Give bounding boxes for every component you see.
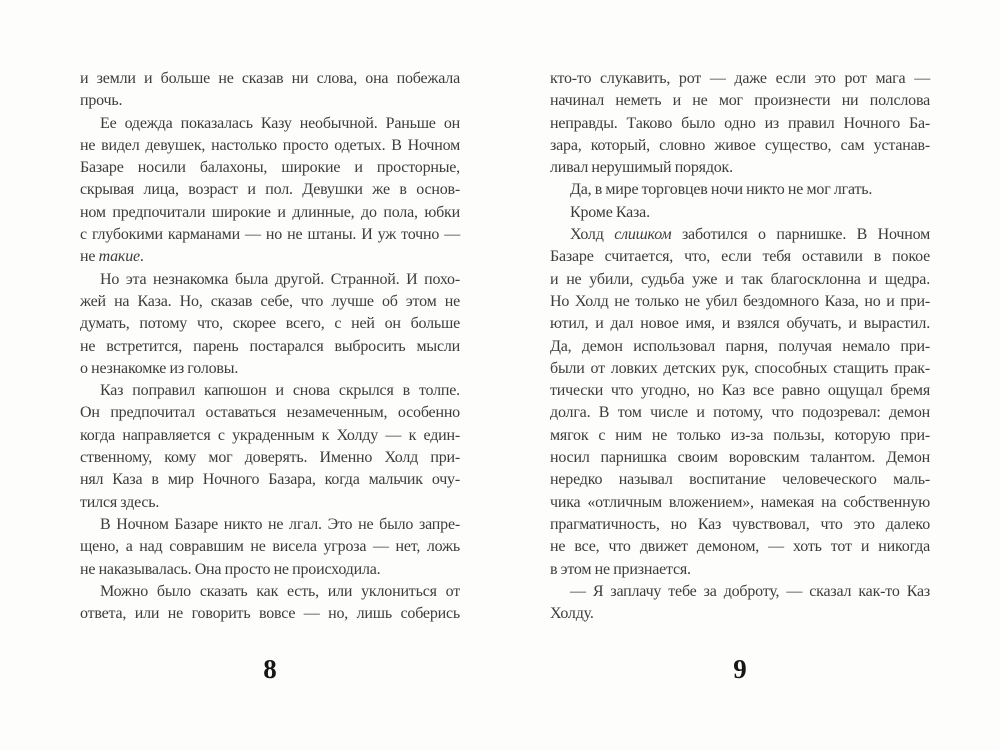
text-segment: носил парнишка своим воровским талантом. Демон: [550, 449, 930, 467]
text-line: [550, 581, 930, 603]
text-line: [80, 469, 460, 491]
text-line: [550, 469, 930, 491]
text-line: [80, 559, 460, 581]
text-segment: Базаре считается, что, если тебя оставили в покое: [550, 248, 930, 266]
text-segment: неправды. Таково было одно из правил Ночного Ба-: [550, 114, 930, 132]
text-line: [550, 514, 930, 536]
text-line: [550, 269, 930, 291]
text-line: [550, 380, 930, 402]
text-line: [550, 68, 930, 90]
text-line: [80, 68, 460, 90]
italic-text-segment: такие: [98, 248, 140, 266]
text-line: [80, 291, 460, 313]
text-line: [550, 224, 930, 246]
text-line: [80, 336, 460, 358]
page-left-text: [80, 68, 460, 625]
text-segment: думать, потому что, скорее всего, с ней он больше: [80, 315, 460, 333]
text-segment: скрывая лица, возраст и пол. Девушки же в основ-: [80, 181, 460, 199]
text-segment: в этом не признается.: [550, 560, 691, 578]
text-segment: ответа, или не говорить вовсе — но, лишь соберись: [80, 605, 460, 623]
text-line: [550, 536, 930, 558]
text-line: [80, 202, 460, 224]
text-line: [80, 113, 460, 135]
text-line: [550, 157, 930, 179]
text-segment: не: [80, 248, 99, 266]
text-segment: нял Каза в мир Ночного Базара, когда мальчик очу-: [80, 471, 460, 489]
text-line: [80, 135, 460, 157]
text-segment: ном предпочитали широкие и длинные, до пола, юбки: [80, 203, 460, 221]
text-segment: и земли и больше не сказав ни слова, она побежала: [80, 70, 460, 87]
text-segment: В Ночном Базаре никто не лгал. Это не было запре-: [100, 515, 460, 533]
text-line: [550, 135, 930, 157]
text-segment: не встретится, парень постарался выбросить мысли: [80, 337, 460, 355]
text-segment: не все, что движет демоном, — хоть тот и никогда: [550, 538, 930, 556]
text-segment: ливал нерушимый порядок.: [550, 159, 733, 177]
text-line: [80, 447, 460, 469]
text-segment: заботился о парнишке. В Ночном: [671, 226, 930, 244]
text-line: [550, 313, 930, 335]
text-line: [80, 581, 460, 603]
text-segment: Ее одежда показалась Казу необычной. Раньше он: [100, 114, 460, 132]
text-line: [550, 402, 930, 424]
text-segment: тически что угодно, но Каз все равно ощущал бремя: [550, 382, 930, 400]
text-segment: .: [139, 248, 144, 266]
text-line: [80, 269, 460, 291]
text-segment: Можно было сказать как есть, или уклониться от: [100, 582, 460, 600]
text-line: [80, 90, 460, 112]
text-segment: Кроме Каза.: [570, 203, 650, 221]
text-line: [80, 313, 460, 335]
text-line: [80, 402, 460, 424]
text-line: [80, 246, 460, 268]
page-number-right: 9: [733, 654, 747, 684]
text-segment: когда направляется с украденным к Холду — к един-: [80, 426, 460, 444]
text-segment: Но эта незнакомка была другой. Странной. И похо-: [100, 270, 460, 288]
text-line: [80, 157, 460, 179]
text-segment: Да, в мире торговцев ночи никто не мог лгать.: [570, 181, 873, 199]
text-segment: зара, который, словно живое существо, сам устанав-: [550, 136, 930, 154]
text-line: [550, 113, 930, 135]
text-segment: мягок с ним не только из-за пользы, которую при-: [550, 426, 930, 444]
text-segment: нередко называл воспитание человеческого маль-: [550, 471, 930, 489]
text-segment: Он предпочитал оставаться незамеченным, особенно: [80, 404, 460, 422]
text-line: [550, 179, 930, 201]
text-segment: кто-то слукавить, рот — даже если это рот мага —: [550, 70, 930, 87]
text-line: [550, 447, 930, 469]
text-line: [80, 536, 460, 558]
text-segment: с глубокими карманами — но не штаны. И уж точно —: [80, 226, 460, 244]
text-line: [550, 559, 930, 581]
text-segment: не наказывалась. Она просто не происходила.: [80, 560, 381, 578]
text-segment: чика «отличным вложением», намекая на собственную: [550, 493, 930, 511]
text-segment: были от ловких детских рук, способных стащить прак-: [550, 359, 930, 377]
text-line: [550, 425, 930, 447]
text-segment: ственному, кому мог доверять. Именно Холд при-: [80, 449, 460, 467]
text-segment: о незнакомке из головы.: [80, 359, 239, 377]
text-line: [550, 90, 930, 112]
text-segment: Да, демон использовал парня, получая немало при-: [550, 337, 930, 355]
italic-text-segment: слишком: [614, 226, 672, 244]
text-line: [80, 179, 460, 201]
text-segment: Каз поправил капюшон и снова скрылся в толпе.: [100, 382, 460, 400]
text-line: [80, 358, 460, 380]
text-segment: прагматичность, но Каз чувствовал, что это далеко: [550, 515, 930, 533]
text-line: [550, 246, 930, 268]
text-segment: Но Холд не только не убил бездомного Каза, но и при-: [550, 292, 930, 310]
text-line: [80, 492, 460, 514]
text-line: [550, 603, 930, 625]
text-line: [550, 492, 930, 514]
text-segment: щено, а над совравшим не висела угроза — нет, ложь: [80, 538, 460, 556]
text-segment: — Я заплачу тебе за доброту, — сказал как-то Каз: [570, 582, 930, 600]
text-line: [80, 425, 460, 447]
text-segment: ютил, и дал новое имя, и взялся обучать, и вырастил.: [550, 315, 930, 333]
page-right-text: [550, 68, 930, 625]
text-line: [80, 603, 460, 625]
text-line: [550, 202, 930, 224]
text-line: [80, 514, 460, 536]
text-segment: прочь.: [80, 92, 123, 110]
text-segment: начинал неметь и не мог произнести ни полслова: [550, 92, 930, 110]
text-segment: Холд: [570, 226, 615, 244]
text-line: [550, 336, 930, 358]
text-segment: тился здесь.: [80, 493, 160, 511]
text-segment: Базаре носили балахоны, широкие и просторные,: [80, 159, 460, 177]
page-number-left: 8: [263, 654, 277, 684]
text-segment: долга. В том числе и потому, что подозревал: демон: [550, 404, 930, 422]
text-segment: и не убили, судьба уже и так благосклонна и щедра.: [550, 270, 930, 288]
text-line: [80, 380, 460, 402]
text-line: [80, 224, 460, 246]
text-line: [550, 291, 930, 313]
text-segment: Холду.: [550, 605, 594, 623]
text-segment: жей на Каза. Но, сказав себе, что лучше об этом не: [80, 292, 460, 310]
text-line: [550, 358, 930, 380]
text-segment: не видел девушек, настолько просто одетых. В Ночном: [80, 136, 460, 154]
